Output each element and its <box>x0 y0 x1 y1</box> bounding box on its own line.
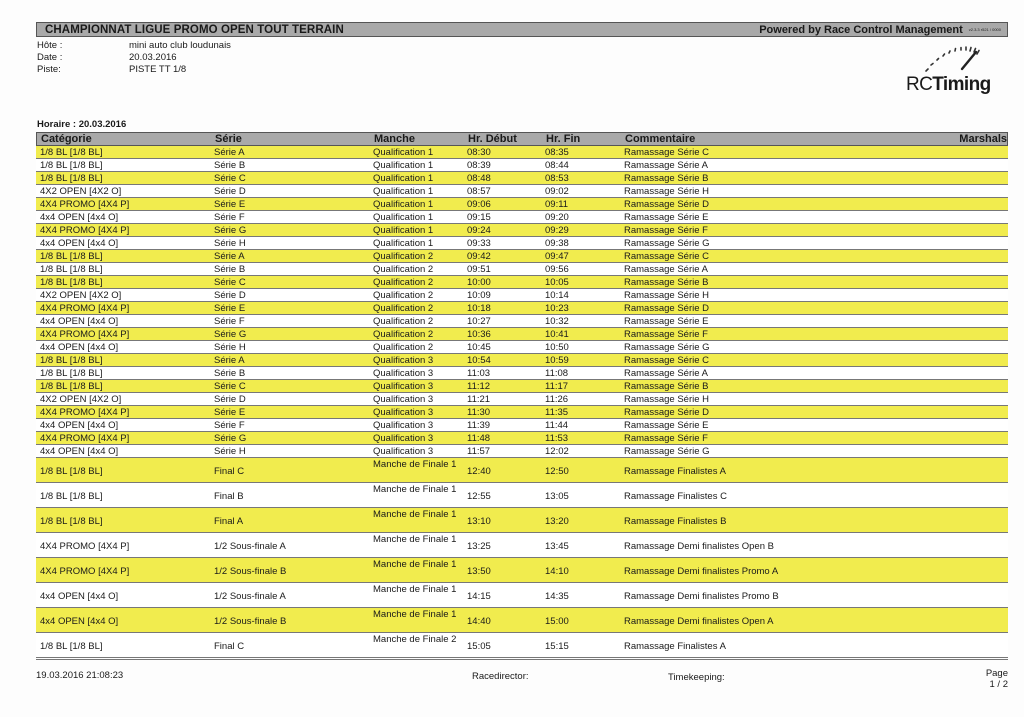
cell-end: 10:41 <box>545 329 569 340</box>
cell-comment: Ramassage Demi finalistes Open B <box>624 541 774 552</box>
table-row <box>36 341 1008 354</box>
table-header <box>36 132 1008 146</box>
cell-heat: Qualification 1 <box>373 199 434 210</box>
cell-start: 13:25 <box>467 541 491 552</box>
cell-end: 11:26 <box>545 394 569 405</box>
cell-category: 4x4 OPEN [4x4 O] <box>40 591 119 602</box>
cell-end: 11:53 <box>545 433 569 444</box>
rc-timing-logo <box>904 44 1004 96</box>
table-row <box>36 211 1008 224</box>
cell-start: 09:15 <box>467 212 491 223</box>
table-row <box>36 315 1008 328</box>
cell-series: Final C <box>214 466 245 477</box>
cell-series: Série C <box>214 381 246 392</box>
cell-start: 11:03 <box>467 368 491 379</box>
logo-rc: RC <box>906 74 933 95</box>
col-category: Catégorie <box>41 133 92 145</box>
cell-heat: Manche de Finale 1 <box>373 459 457 470</box>
cell-comment: Ramassage Série B <box>624 173 709 184</box>
cell-comment: Ramassage Série A <box>624 368 708 379</box>
table-row <box>36 250 1008 263</box>
cell-comment: Ramassage Finalistes A <box>624 641 726 652</box>
table-row <box>36 224 1008 237</box>
version-label: v2.3.3 r521 / 0000 <box>968 27 1001 32</box>
table-row <box>36 533 1008 558</box>
table-row <box>36 508 1008 533</box>
cell-series: 1/2 Sous-finale B <box>214 616 287 627</box>
cell-series: Série G <box>214 225 247 236</box>
cell-category: 4x4 OPEN [4x4 O] <box>40 446 119 457</box>
cell-comment: Ramassage Série A <box>624 160 708 171</box>
cell-end: 11:08 <box>545 368 569 379</box>
cell-end: 09:29 <box>545 225 569 236</box>
cell-category: 4X2 OPEN [4X2 O] <box>40 186 122 197</box>
cell-heat: Qualification 1 <box>373 225 434 236</box>
cell-end: 10:23 <box>545 303 569 314</box>
timekeeping-label: Timekeeping: <box>668 672 725 683</box>
cell-series: Final A <box>214 516 244 527</box>
col-series: Série <box>215 133 242 145</box>
cell-comment: Ramassage Série E <box>624 420 709 431</box>
printed-timestamp: 19.03.2016 21:08:23 <box>36 670 124 681</box>
cell-comment: Ramassage Finalistes B <box>624 516 727 527</box>
cell-heat: Qualification 3 <box>373 446 434 457</box>
cell-category: 1/8 BL [1/8 BL] <box>40 251 103 262</box>
table-row <box>36 483 1008 508</box>
cell-heat: Manche de Finale 1 <box>373 509 457 520</box>
host-label: Hôte : <box>37 40 63 51</box>
cell-comment: Ramassage Série B <box>624 277 709 288</box>
cell-comment: Ramassage Série H <box>624 290 710 301</box>
cell-category: 4X4 PROMO [4X4 P] <box>40 541 130 552</box>
cell-heat: Qualification 3 <box>373 368 434 379</box>
cell-heat: Qualification 3 <box>373 355 434 366</box>
gauge-icon <box>904 44 1004 76</box>
cell-comment: Ramassage Série D <box>624 303 710 314</box>
cell-end: 09:47 <box>545 251 569 262</box>
cell-end: 13:45 <box>545 541 569 552</box>
cell-start: 08:57 <box>467 186 491 197</box>
cell-category: 4x4 OPEN [4x4 O] <box>40 238 119 249</box>
cell-end: 15:15 <box>545 641 569 652</box>
cell-end: 13:05 <box>545 491 569 502</box>
cell-category: 4X4 PROMO [4X4 P] <box>40 407 130 418</box>
cell-series: Série B <box>214 368 246 379</box>
cell-heat: Qualification 2 <box>373 264 434 275</box>
table-row <box>36 263 1008 276</box>
cell-end: 11:35 <box>545 407 569 418</box>
cell-end: 09:11 <box>545 199 569 210</box>
cell-end: 11:44 <box>545 420 569 431</box>
cell-end: 09:02 <box>545 186 569 197</box>
meta-info <box>37 40 231 76</box>
title-bar <box>36 22 1008 37</box>
cell-comment: Ramassage Série G <box>624 238 710 249</box>
cell-heat: Qualification 3 <box>373 420 434 431</box>
cell-series: Série B <box>214 264 246 275</box>
cell-end: 10:14 <box>545 290 569 301</box>
table-row <box>36 198 1008 211</box>
track-value: PISTE TT 1/8 <box>129 64 187 75</box>
cell-category: 4x4 OPEN [4x4 O] <box>40 212 119 223</box>
cell-series: Série F <box>214 212 245 223</box>
table-body <box>36 146 1008 658</box>
cell-heat: Qualification 1 <box>373 212 434 223</box>
cell-series: Série D <box>214 186 246 197</box>
cell-heat: Qualification 2 <box>373 277 434 288</box>
cell-heat: Qualification 3 <box>373 407 434 418</box>
cell-heat: Qualification 3 <box>373 381 434 392</box>
cell-comment: Ramassage Série H <box>624 186 710 197</box>
cell-end: 10:32 <box>545 316 569 327</box>
cell-heat: Qualification 3 <box>373 394 434 405</box>
cell-comment: Ramassage Série F <box>624 225 708 236</box>
cell-comment: Ramassage Demi finalistes Promo B <box>624 591 779 602</box>
cell-end: 08:53 <box>545 173 569 184</box>
cell-heat: Qualification 1 <box>373 238 434 249</box>
host-value: mini auto club loudunais <box>129 40 231 51</box>
cell-comment: Ramassage Série G <box>624 446 710 457</box>
cell-series: 1/2 Sous-finale A <box>214 541 286 552</box>
cell-category: 1/8 BL [1/8 BL] <box>40 381 103 392</box>
powered-by: Powered by Race Control Management <box>759 23 963 36</box>
table-row <box>36 289 1008 302</box>
cell-comment: Ramassage Demi finalistes Promo A <box>624 566 779 577</box>
cell-start: 11:21 <box>467 394 491 405</box>
cell-series: Série E <box>214 303 246 314</box>
cell-comment: Ramassage Série C <box>624 147 710 158</box>
table-row <box>36 558 1008 583</box>
cell-start: 10:00 <box>467 277 491 288</box>
col-heat: Manche <box>374 133 415 145</box>
table-row <box>36 458 1008 483</box>
cell-heat: Manche de Finale 1 <box>373 584 457 595</box>
table-row <box>36 583 1008 608</box>
cell-category: 1/8 BL [1/8 BL] <box>40 173 103 184</box>
cell-series: Série E <box>214 407 246 418</box>
cell-series: Série A <box>214 355 245 366</box>
table-row <box>36 328 1008 341</box>
col-start: Hr. Début <box>468 133 517 145</box>
cell-series: Série A <box>214 251 245 262</box>
cell-heat: Qualification 2 <box>373 316 434 327</box>
cell-end: 09:56 <box>545 264 569 275</box>
cell-start: 13:10 <box>467 516 491 527</box>
cell-category: 1/8 BL [1/8 BL] <box>40 491 103 502</box>
cell-heat: Qualification 1 <box>373 173 434 184</box>
cell-heat: Qualification 2 <box>373 303 434 314</box>
cell-comment: Ramassage Série F <box>624 329 708 340</box>
cell-end: 11:17 <box>545 381 569 392</box>
cell-start: 11:39 <box>467 420 491 431</box>
cell-series: Série G <box>214 329 247 340</box>
cell-start: 12:55 <box>467 491 491 502</box>
schedule-table <box>36 132 1008 658</box>
cell-category: 4x4 OPEN [4x4 O] <box>40 616 119 627</box>
cell-end: 08:44 <box>545 160 569 171</box>
cell-comment: Ramassage Série A <box>624 264 708 275</box>
cell-start: 10:09 <box>467 290 491 301</box>
table-row <box>36 445 1008 458</box>
cell-end: 08:35 <box>545 147 569 158</box>
cell-start: 09:51 <box>467 264 491 275</box>
cell-series: Série H <box>214 238 246 249</box>
cell-start: 14:40 <box>467 616 491 627</box>
cell-start: 10:45 <box>467 342 491 353</box>
table-row <box>36 419 1008 432</box>
table-row <box>36 159 1008 172</box>
cell-series: Série F <box>214 316 245 327</box>
cell-start: 10:54 <box>467 355 491 366</box>
cell-end: 10:59 <box>545 355 569 366</box>
cell-heat: Qualification 2 <box>373 290 434 301</box>
cell-start: 08:48 <box>467 173 491 184</box>
cell-start: 15:05 <box>467 641 491 652</box>
page-label: Page <box>985 668 1008 679</box>
cell-start: 08:39 <box>467 160 491 171</box>
cell-heat: Qualification 1 <box>373 147 434 158</box>
cell-category: 4X4 PROMO [4X4 P] <box>40 199 130 210</box>
table-row <box>36 432 1008 445</box>
cell-end: 13:20 <box>545 516 569 527</box>
cell-category: 4X4 PROMO [4X4 P] <box>40 303 130 314</box>
table-row <box>36 367 1008 380</box>
cell-category: 1/8 BL [1/8 BL] <box>40 277 103 288</box>
cell-start: 11:12 <box>467 381 491 392</box>
cell-series: Série G <box>214 433 247 444</box>
cell-heat: Manche de Finale 1 <box>373 484 457 495</box>
cell-comment: Ramassage Finalistes C <box>624 491 727 502</box>
cell-series: Série H <box>214 446 246 457</box>
cell-start: 08:30 <box>467 147 491 158</box>
cell-start: 09:06 <box>467 199 491 210</box>
schedule-label: Horaire : 20.03.2016 <box>37 119 127 130</box>
cell-start: 12:40 <box>467 466 491 477</box>
footer <box>36 659 1008 699</box>
cell-end: 15:00 <box>545 616 569 627</box>
col-end: Hr. Fin <box>546 133 581 145</box>
cell-category: 1/8 BL [1/8 BL] <box>40 355 103 366</box>
cell-category: 4X2 OPEN [4X2 O] <box>40 290 122 301</box>
cell-heat: Qualification 2 <box>373 251 434 262</box>
cell-heat: Qualification 1 <box>373 186 434 197</box>
cell-category: 1/8 BL [1/8 BL] <box>40 160 103 171</box>
cell-category: 4X4 PROMO [4X4 P] <box>40 329 130 340</box>
cell-series: 1/2 Sous-finale B <box>214 566 287 577</box>
table-row <box>36 276 1008 289</box>
track-label: Piste: <box>37 64 61 75</box>
cell-series: Final B <box>214 491 244 502</box>
col-comment: Commentaire <box>625 133 696 145</box>
cell-category: 4X2 OPEN [4X2 O] <box>40 394 122 405</box>
cell-start: 11:48 <box>467 433 491 444</box>
cell-category: 1/8 BL [1/8 BL] <box>40 516 103 527</box>
cell-start: 14:15 <box>467 591 491 602</box>
cell-series: Série B <box>214 160 246 171</box>
table-row <box>36 354 1008 367</box>
cell-comment: Ramassage Série F <box>624 433 708 444</box>
cell-end: 10:05 <box>545 277 569 288</box>
cell-category: 1/8 BL [1/8 BL] <box>40 368 103 379</box>
cell-heat: Manche de Finale 2 <box>373 634 457 645</box>
cell-comment: Ramassage Série E <box>624 316 709 327</box>
cell-start: 10:27 <box>467 316 491 327</box>
cell-end: 12:02 <box>545 446 569 457</box>
cell-series: Série F <box>214 420 245 431</box>
cell-category: 4X4 PROMO [4X4 P] <box>40 433 130 444</box>
cell-comment: Ramassage Finalistes A <box>624 466 726 477</box>
page-number: 1 / 2 <box>989 679 1008 690</box>
cell-start: 13:50 <box>467 566 491 577</box>
cell-series: Série C <box>214 173 246 184</box>
table-row <box>36 633 1008 658</box>
table-row <box>36 406 1008 419</box>
cell-category: 1/8 BL [1/8 BL] <box>40 264 103 275</box>
date-label: Date : <box>37 52 63 63</box>
cell-start: 11:30 <box>467 407 491 418</box>
cell-end: 09:20 <box>545 212 569 223</box>
cell-category: 4X4 PROMO [4X4 P] <box>40 225 130 236</box>
cell-category: 4x4 OPEN [4x4 O] <box>40 420 119 431</box>
date-value: 20.03.2016 <box>129 52 177 63</box>
cell-comment: Ramassage Série B <box>624 381 709 392</box>
table-row <box>36 608 1008 633</box>
cell-comment: Ramassage Série E <box>624 212 709 223</box>
cell-comment: Ramassage Série C <box>624 251 710 262</box>
table-row <box>36 146 1008 159</box>
cell-end: 12:50 <box>545 466 569 477</box>
cell-start: 10:18 <box>467 303 491 314</box>
cell-heat: Qualification 1 <box>373 160 434 171</box>
cell-series: Série A <box>214 147 245 158</box>
table-row <box>36 393 1008 406</box>
cell-comment: Ramassage Série H <box>624 394 710 405</box>
cell-series: Série D <box>214 290 246 301</box>
cell-end: 14:10 <box>545 566 569 577</box>
cell-category: 4X4 PROMO [4X4 P] <box>40 566 130 577</box>
cell-comment: Ramassage Série D <box>624 407 710 418</box>
cell-series: Série H <box>214 342 246 353</box>
cell-heat: Manche de Finale 1 <box>373 609 457 620</box>
cell-category: 1/8 BL [1/8 BL] <box>40 641 103 652</box>
cell-end: 10:50 <box>545 342 569 353</box>
cell-category: 4x4 OPEN [4x4 O] <box>40 316 119 327</box>
table-row <box>36 237 1008 250</box>
cell-category: 1/8 BL [1/8 BL] <box>40 466 103 477</box>
table-row <box>36 172 1008 185</box>
cell-category: 1/8 BL [1/8 BL] <box>40 147 103 158</box>
cell-series: Final C <box>214 641 245 652</box>
cell-heat: Qualification 2 <box>373 329 434 340</box>
cell-start: 09:33 <box>467 238 491 249</box>
table-row <box>36 302 1008 315</box>
cell-start: 10:36 <box>467 329 491 340</box>
logo-timing: Timing <box>932 74 991 95</box>
cell-heat: Qualification 3 <box>373 433 434 444</box>
cell-start: 09:42 <box>467 251 491 262</box>
cell-comment: Ramassage Série G <box>624 342 710 353</box>
cell-series: Série D <box>214 394 246 405</box>
cell-end: 09:38 <box>545 238 569 249</box>
cell-comment: Ramassage Série D <box>624 199 710 210</box>
cell-comment: Ramassage Demi finalistes Open A <box>624 616 774 627</box>
cell-end: 14:35 <box>545 591 569 602</box>
racedirector-label: Racedirector: <box>472 671 529 682</box>
col-marshals: Marshals <box>959 133 1007 145</box>
cell-series: Série C <box>214 277 246 288</box>
cell-category: 4x4 OPEN [4x4 O] <box>40 342 119 353</box>
cell-comment: Ramassage Série C <box>624 355 710 366</box>
table-row <box>36 380 1008 393</box>
cell-series: Série E <box>214 199 246 210</box>
cell-start: 09:24 <box>467 225 491 236</box>
cell-start: 11:57 <box>467 446 491 457</box>
cell-heat: Qualification 2 <box>373 342 434 353</box>
championship-title: CHAMPIONNAT LIGUE PROMO OPEN TOUT TERRAIN <box>45 23 344 36</box>
table-row <box>36 185 1008 198</box>
cell-series: 1/2 Sous-finale A <box>214 591 286 602</box>
cell-heat: Manche de Finale 1 <box>373 534 457 545</box>
cell-heat: Manche de Finale 1 <box>373 559 457 570</box>
